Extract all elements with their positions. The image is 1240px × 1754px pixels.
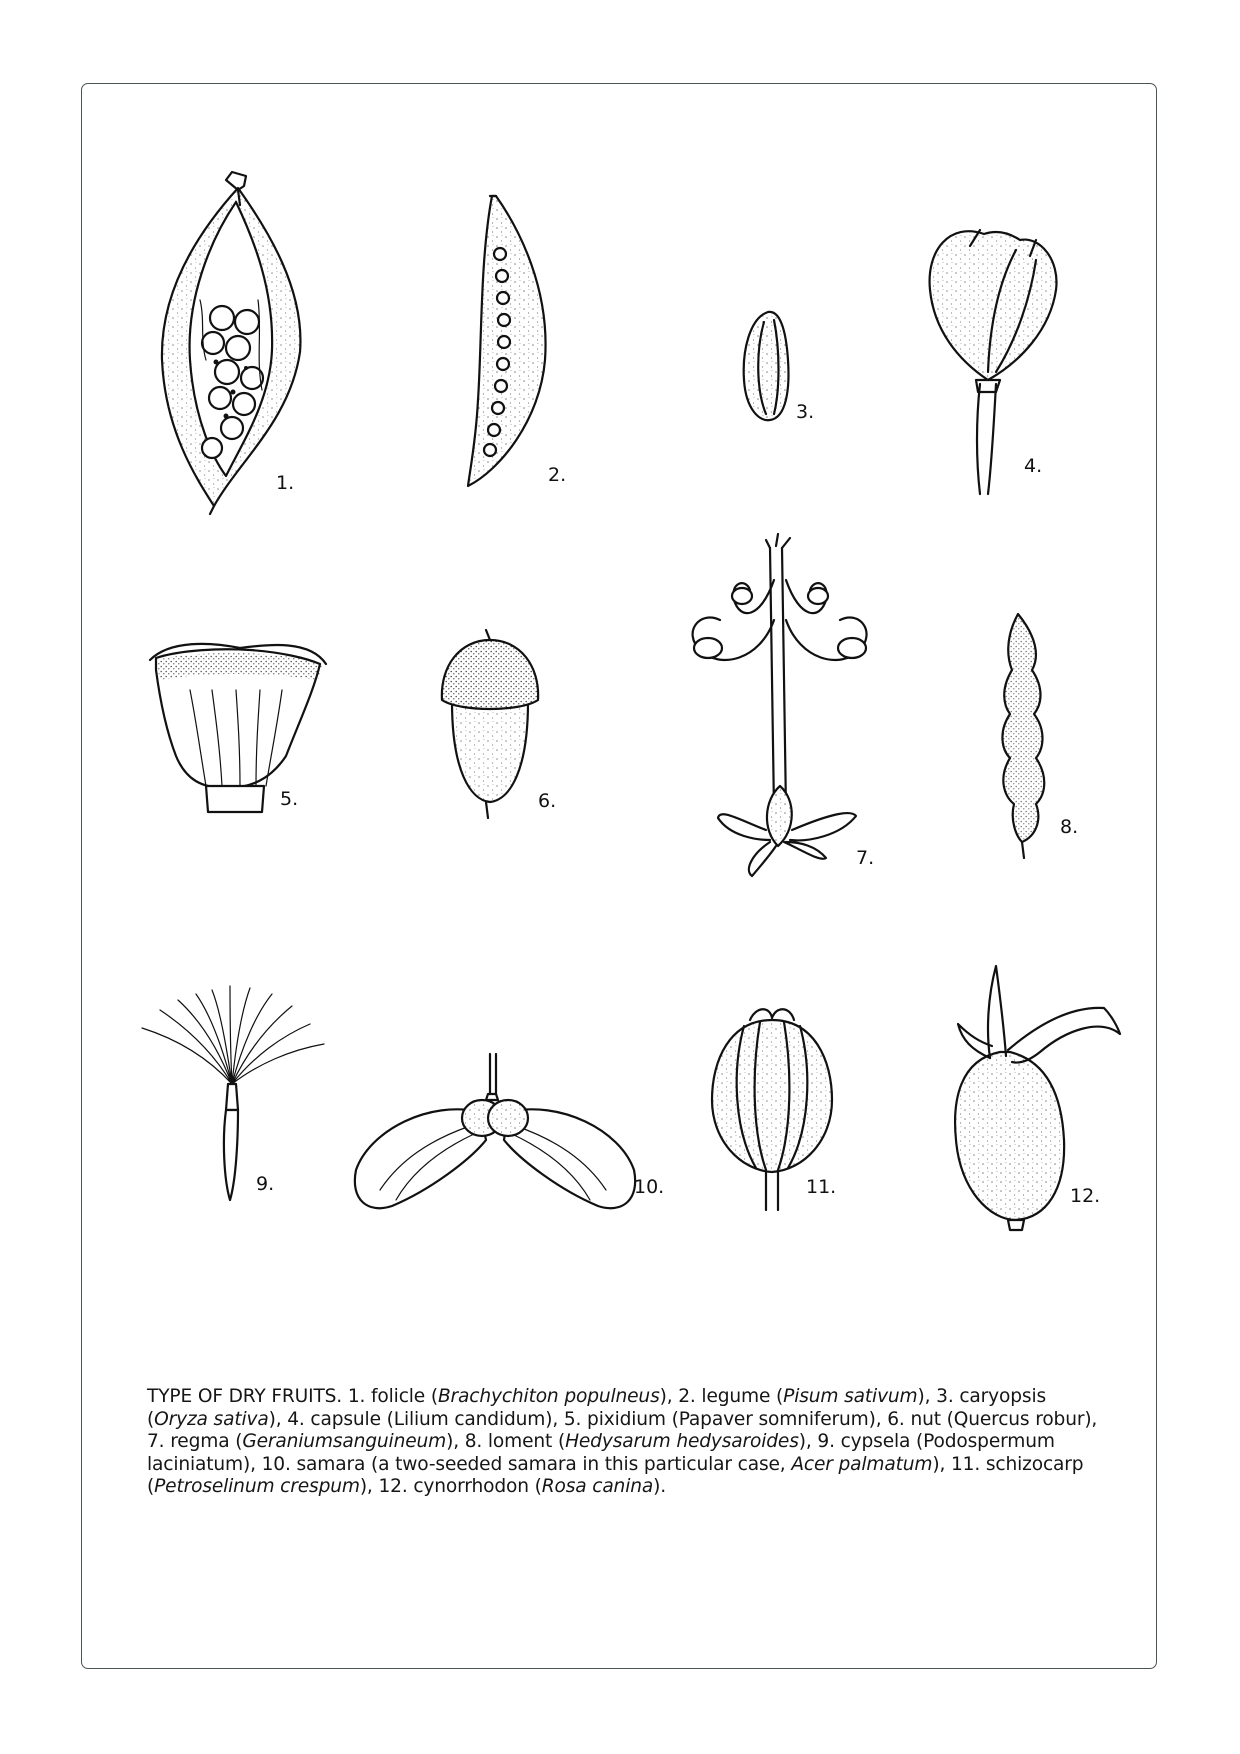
fig-7-regma bbox=[693, 534, 867, 876]
fig-8-loment bbox=[1002, 614, 1044, 858]
fig-label: 4. bbox=[1024, 455, 1043, 477]
caption-text: ), 2. legume ( bbox=[659, 1386, 784, 1407]
caption-text: 1. folicle ( bbox=[342, 1386, 438, 1407]
fig-label: 7. bbox=[856, 847, 875, 869]
fig-label: 12. bbox=[1070, 1185, 1101, 1207]
caption-text: ), 9. cypsela (Podospermum laciniatum), 10. samara (a two-seeded samara in this particular case, bbox=[147, 1431, 1055, 1475]
figure-caption bbox=[147, 1386, 1107, 1499]
fig-label: 3. bbox=[796, 401, 815, 423]
fig-label: 1. bbox=[276, 472, 295, 494]
fig-label: 11. bbox=[806, 1176, 837, 1198]
fig-5-pyxidium bbox=[150, 644, 326, 812]
fig-1-follicle bbox=[162, 172, 301, 514]
caption-species: Oryza sativa bbox=[154, 1408, 269, 1430]
caption-heading: TYPE OF DRY FRUITS. bbox=[147, 1386, 343, 1407]
fig-label: 6. bbox=[538, 790, 557, 812]
fig-label: 9. bbox=[256, 1173, 275, 1195]
caption-species: Petroselinum crespum bbox=[154, 1476, 360, 1497]
caption-text: ), 4. capsule (Lilium candidum), 5. pixidium (Papaver somniferum), 6. nut (Quercus robur), 7. regma ( bbox=[147, 1408, 1098, 1452]
fig-6-nut bbox=[442, 630, 538, 818]
fig-10-samara bbox=[355, 1054, 635, 1208]
caption-text: ). bbox=[653, 1476, 666, 1497]
caption-text: ), 12. cynorrhodon ( bbox=[359, 1476, 542, 1497]
caption-species: Pisum sativum bbox=[783, 1386, 918, 1407]
caption-text: ), 3. caryopsis ( bbox=[147, 1386, 1046, 1430]
fig-label: 2. bbox=[548, 464, 567, 486]
fig-label: 8. bbox=[1060, 816, 1079, 838]
caption-species: Brachychiton populneus bbox=[437, 1386, 660, 1407]
fig-2-legume bbox=[468, 196, 546, 486]
caption-text: ), 11. schizocarp ( bbox=[147, 1453, 1084, 1497]
caption-species: Rosa canina bbox=[541, 1476, 654, 1497]
fig-3-caryopsis bbox=[744, 312, 789, 420]
fig-9-cypsela bbox=[142, 986, 324, 1200]
caption-species: Hedysarum hedysaroides bbox=[565, 1431, 799, 1452]
caption-text: ), 8. loment ( bbox=[446, 1431, 566, 1452]
caption-species: Geraniumsanguineum bbox=[242, 1431, 447, 1452]
caption-species: Acer palmatum bbox=[791, 1453, 933, 1475]
fig-label: 5. bbox=[280, 788, 299, 810]
fig-label: 10. bbox=[634, 1176, 665, 1198]
